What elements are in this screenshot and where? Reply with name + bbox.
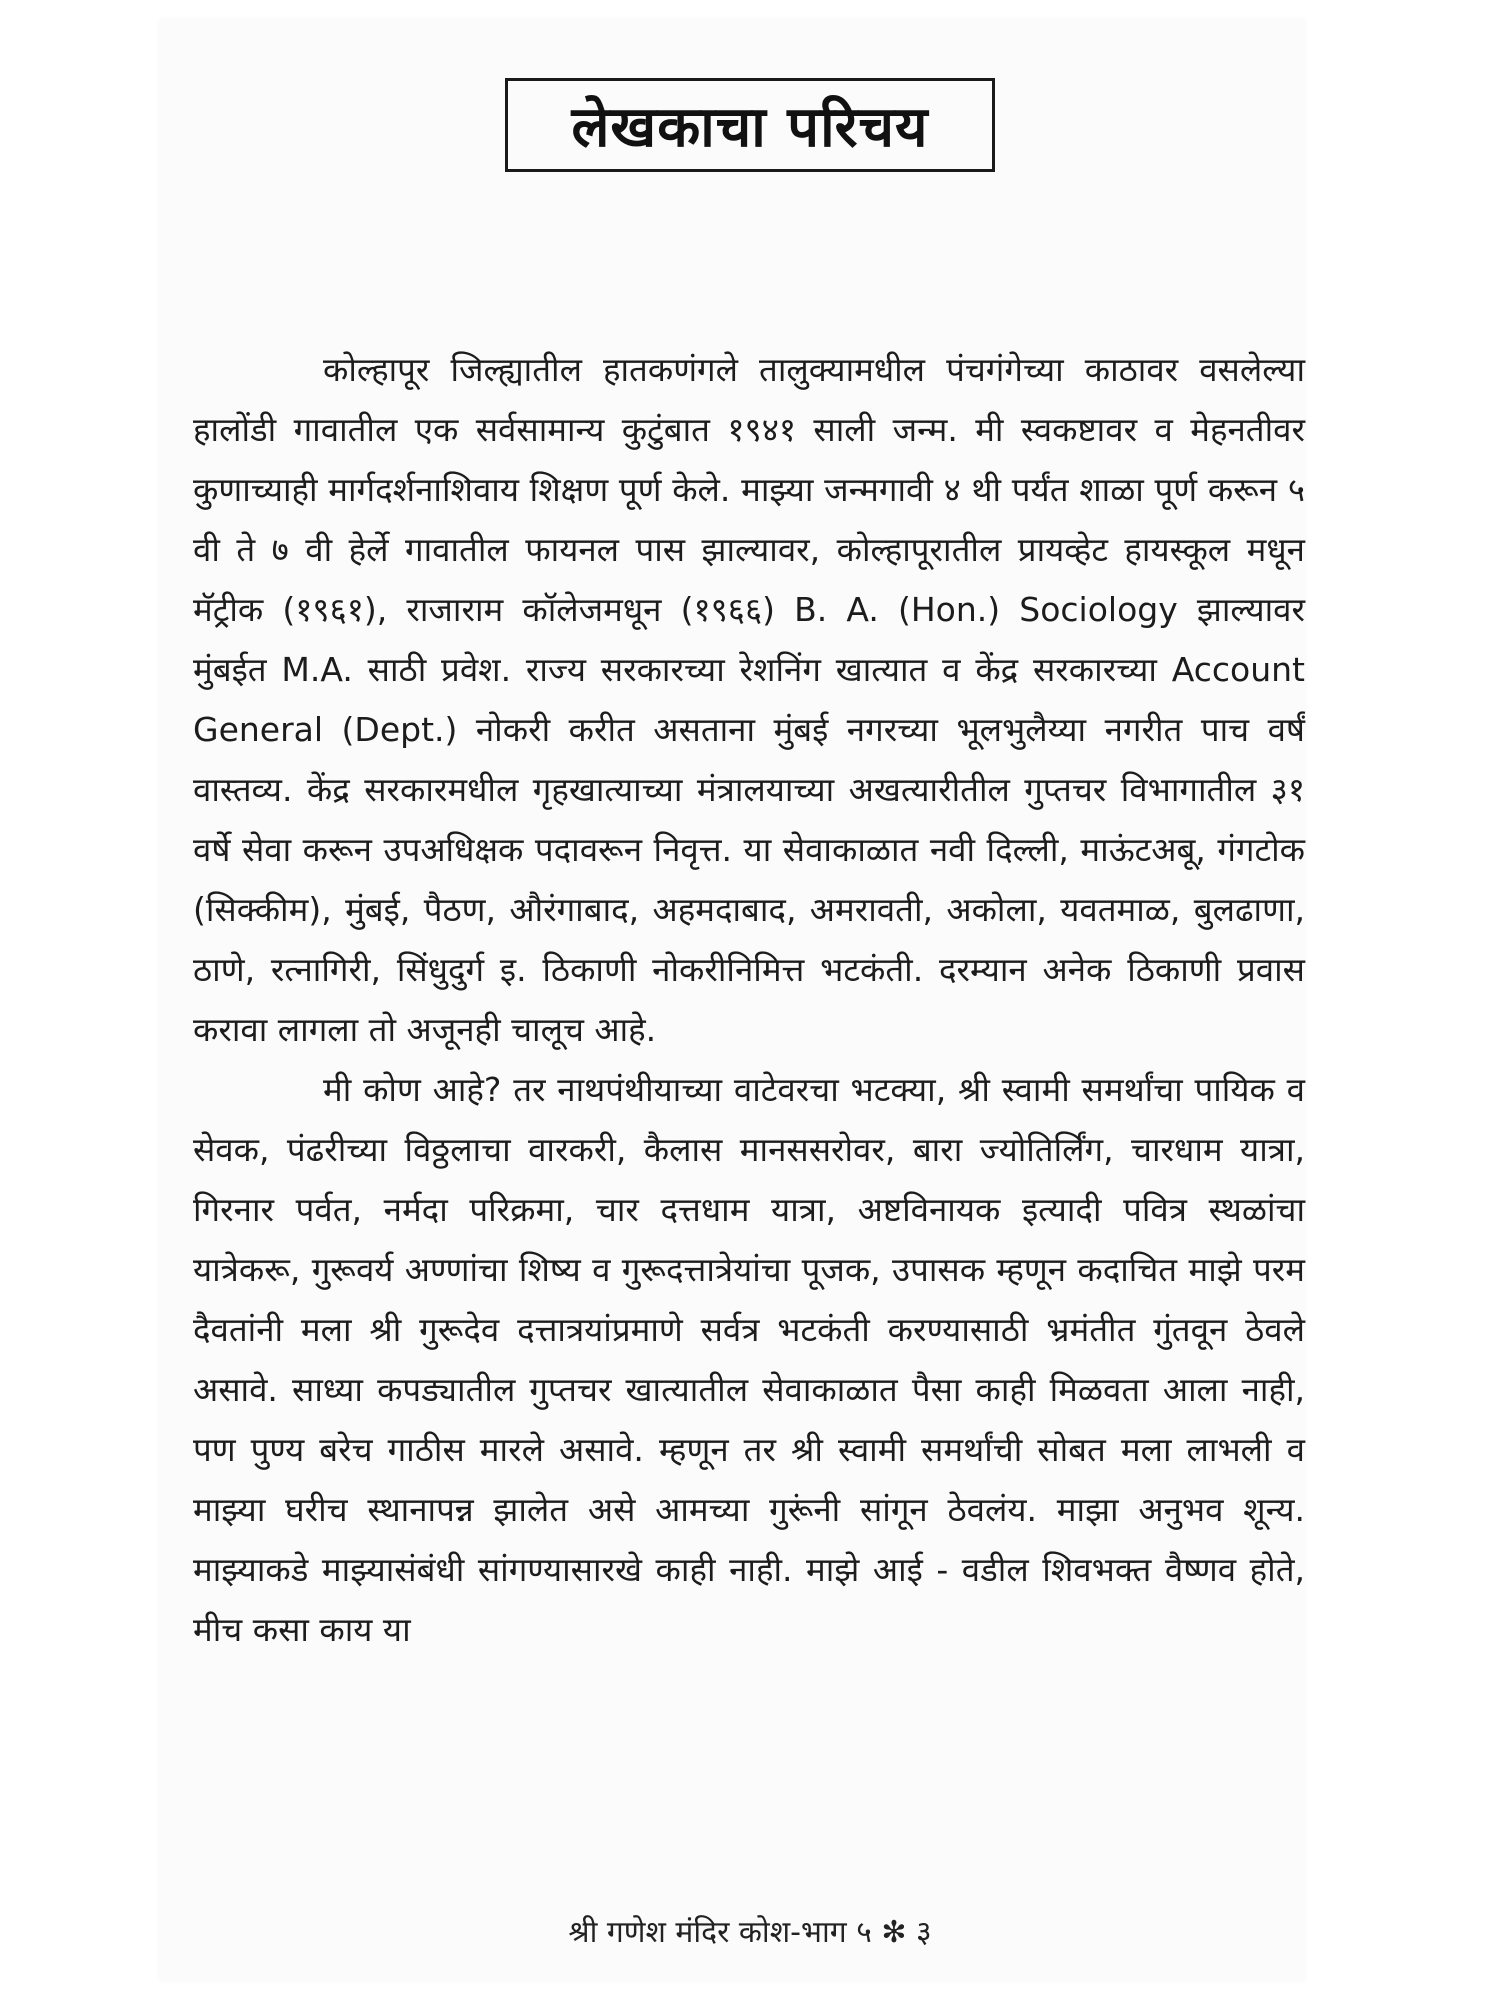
body-text xyxy=(193,340,1305,1660)
paragraph-2: मी कोण आहे? तर नाथपंथीयाच्या वाटेवरचा भटक्या, श्री स्वामी समर्थांचा पायिक व सेवक, पंढरीच्या विठ्ठलाचा वारकरी, कैलास मानससरोवर, बारा ज्योतिर्लिंग, चारधाम यात्रा, गिरनार पर्वत, नर्मदा परिक्रमा, चार दत्तधाम यात्रा, अष्टविनायक इत्यादी पवित्र स्थळांचा यात्रेकरू, गुरूवर्य अण्णांचा शिष्य व गुरूदत्तात्रेयांचा पूजक, उपासक म्हणून कदाचित माझे परम दैवतांनी मला श्री गुरूदेव दत्तात्रयांप्रमाणे सर्वत्र भटकंती करण्यासाठी भ्रमंतीत गुंतवून ठेवले असावे. साध्या कपड्यातील गुप्तचर खात्यातील सेवाकाळात पैसा काही मिळवता आला नाही, पण पुण्य बरेच गाठीस मारले असावे. म्हणून तर श्री स्वामी समर्थांची सोबत मला लाभली व माझ्या घरीच स्थानापन्न झालेत असे आमच्या गुरूंनी सांगून ठेवलंय. माझा अनुभव शून्य. माझ्याकडे माझ्यासंबंधी सांगण्यासारखे काही नाही. माझे आई - वडील शिवभक्त वैष्णव होते, मीच कसा काय या xyxy=(193,1070,1305,1649)
title-box xyxy=(505,78,995,172)
page-footer: श्री गणेश मंदिर कोश-भाग ५ ✻ ३ xyxy=(568,1915,932,1950)
paragraph-1: कोल्हापूर जिल्ह्यातील हातकणंगले तालुक्यामधील पंचगंगेच्या काठावर वसलेल्या हालोंडी गावातील एक सर्वसामान्य कुटुंबात १९४१ साली जन्म. मी स्वकष्टावर व मेहनतीवर कुणाच्याही मार्गदर्शनाशिवाय शिक्षण पूर्ण केले. माझ्या जन्मगावी ४ थी पर्यंत शाळा पूर्ण करून ५ वी ते ७ वी हेर्ले गावातील फायनल पास झाल्यावर, कोल्हापूरातील प्रायव्हेट हायस्कूल मधून मॅट्रीक (१९६१), राजाराम कॉलेजमधून (१९६६) B. A. (Hon.) Sociology झाल्यावर मुंबईत M.A. साठी प्रवेश. राज्य सरकारच्या रेशनिंग खात्यात व केंद्र सरकारच्या Account General (Dept.) नोकरी करीत असताना मुंबई नगरच्या भूलभुलैय्या नगरीत पाच वर्षं वास्तव्य. केंद्र सरकारमधील गृहखात्याच्या मंत्रालयाच्या अखत्यारीतील गुप्तचर विभागातील ३१ वर्षे सेवा करून उपअधिक्षक पदावरून निवृत्त. या सेवाकाळात नवी दिल्ली, माऊंटअबू, गंगटोक (सिक्कीम), मुंबई, पैठण, औरंगाबाद, अहमदाबाद, अमरावती, अकोला, यवतमाळ, बुलढाणा, ठाणे, रत्नागिरी, सिंधुदुर्ग इ. ठिकाणी नोकरीनिमित्त भटकंती. दरम्यान अनेक ठिकाणी प्रवास करावा लागला तो अजूनही चालूच आहे. xyxy=(193,350,1305,1049)
page-title: लेखकाचा परिचय xyxy=(571,95,929,160)
